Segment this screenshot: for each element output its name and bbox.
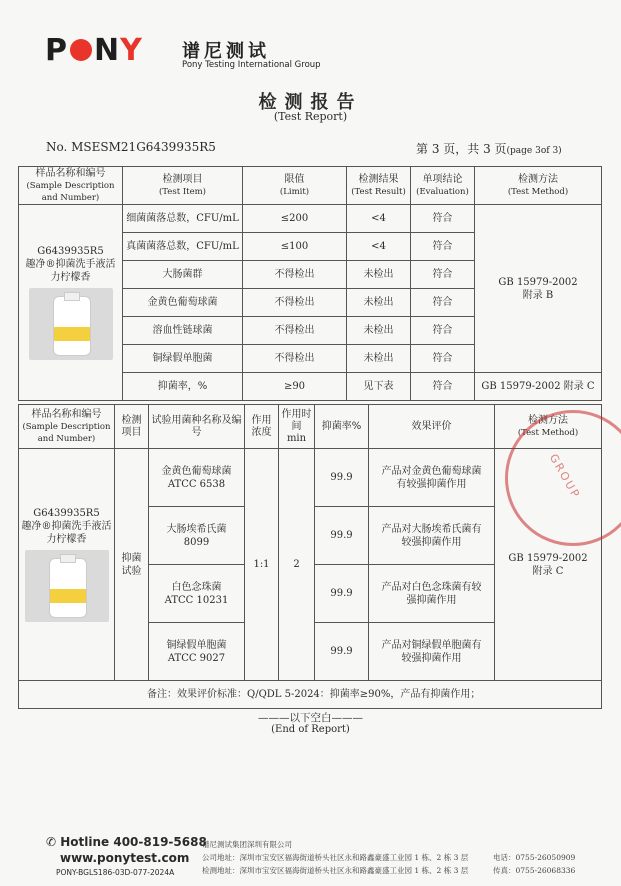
- header-strain: 试验用菌种名称及编号: [149, 405, 245, 449]
- result-value: 未检出: [347, 289, 411, 317]
- header-test-item: 检测项目 (Test Item): [123, 167, 243, 205]
- limit-value: 不得检出: [243, 289, 347, 317]
- limit-value: 不得检出: [243, 317, 347, 345]
- logo-chinese-name: 谱尼测试: [182, 41, 270, 62]
- test-item: 金黄色葡萄球菌: [123, 289, 243, 317]
- header-evaluation: 单项结论 (Evaluation): [411, 167, 475, 205]
- hotline: ✆ Hotline 400-819-5688: [46, 835, 207, 849]
- note-text: 备注：效果评价标准：Q/QDL 5-2024：抑菌率≥90%，产品有抑菌作用；: [19, 681, 602, 709]
- header-sample: 样品名称和编号 (Sample Description and Number): [19, 405, 115, 449]
- test-item: 溶血性链球菌: [123, 317, 243, 345]
- test-item: 抑菌率，%: [123, 373, 243, 401]
- evaluation-value: 符合: [411, 233, 475, 261]
- header-test-result: 检测结果 (Test Result): [347, 167, 411, 205]
- limit-value: 不得检出: [243, 261, 347, 289]
- limit-value: ≥90: [243, 373, 347, 401]
- end-marker-en: (End of Report): [271, 724, 350, 735]
- rate-value: 99.9: [315, 623, 369, 681]
- report-title: 检测报告: [258, 92, 363, 113]
- strain-cell: 白色念珠菌 ATCC 10231: [149, 565, 245, 623]
- result-value: <4: [347, 205, 411, 233]
- result-value: 未检出: [347, 345, 411, 373]
- end-marker: ———以下空白———: [258, 712, 363, 724]
- header-concentration: 作用浓度: [245, 405, 279, 449]
- evaluation-value: 符合: [411, 289, 475, 317]
- rate-value: 99.9: [315, 507, 369, 565]
- logo: P NY: [45, 33, 143, 68]
- test-item: 真菌菌落总数，CFU/mL: [123, 233, 243, 261]
- result-value: 未检出: [347, 317, 411, 345]
- strain-cell: 大肠埃希氏菌 8099: [149, 507, 245, 565]
- header-sample: 样品名称和编号 (Sample Description and Number): [19, 167, 123, 205]
- effect-cell: 产品对大肠埃希氏菌有较强抑菌作用: [369, 507, 495, 565]
- test-results-table: [18, 166, 602, 401]
- note-row: [19, 681, 602, 709]
- method-cell: GB 15979-2002 附录 C: [495, 449, 602, 681]
- test-item: 铜绿假单胞菌: [123, 345, 243, 373]
- time-cell: 2: [279, 449, 315, 681]
- effect-cell: 产品对金黄色葡萄球菌有较强抑菌作用: [369, 449, 495, 507]
- concentration-cell: 1:1: [245, 449, 279, 681]
- logo-english-name: Pony Testing International Group: [182, 60, 321, 70]
- header-time: 作用时间 min: [279, 405, 315, 449]
- method-cell: GB 15979-2002 附录 C: [475, 373, 602, 401]
- phone-icon: ✆: [46, 835, 61, 849]
- table-header-row: [19, 167, 602, 205]
- header-effect: 效果评价: [369, 405, 495, 449]
- website: www.ponytest.com: [60, 851, 190, 865]
- sample-cell: G6439935R5 趣净®抑菌洗手液活力柠檬香: [19, 449, 115, 681]
- method-cell: GB 15979-2002 附录 B: [475, 205, 602, 373]
- header-test-item: 检测项目: [115, 405, 149, 449]
- page-indicator: 第 3 页，共 3 页(page 3of 3): [416, 142, 562, 156]
- footer-addresses: 谱尼测试集团深圳有限公司 公司地址：深圳市宝安区福海街道桥头社区永和路鑫豪盛工业园 1 栋、2 栋 3 层 检测地址：深圳市宝安区福海街道桥头社区永和路鑫豪盛工业园 1 栋、2 栋 3 层: [202, 840, 469, 875]
- limit-value: ≤200: [243, 205, 347, 233]
- strain-cell: 铜绿假单胞菌 ATCC 9027: [149, 623, 245, 681]
- result-value: <4: [347, 233, 411, 261]
- result-value: 未检出: [347, 261, 411, 289]
- result-value: 见下表: [347, 373, 411, 401]
- document-number: PONY-BGLS186-03D-077-2024A: [56, 868, 175, 877]
- table-row: [19, 205, 602, 233]
- rate-value: 99.9: [315, 449, 369, 507]
- evaluation-value: 符合: [411, 205, 475, 233]
- header-test-method: 检测方法 (Test Method): [495, 405, 602, 449]
- evaluation-value: 符合: [411, 261, 475, 289]
- footer-contacts: 电话：0755-26050909 传真：0755-26068336: [493, 853, 576, 875]
- report-subtitle: (Test Report): [273, 110, 348, 123]
- item-cell: 抑菌试验: [115, 449, 149, 681]
- evaluation-value: 符合: [411, 317, 475, 345]
- effect-cell: 产品对白色念珠菌有较强抑菌作用: [369, 565, 495, 623]
- sample-cell: G6439935R5 趣净®抑菌洗手液活力柠檬香: [19, 205, 123, 401]
- limit-value: 不得检出: [243, 345, 347, 373]
- effect-cell: 产品对铜绿假单胞菌有较强抑菌作用: [369, 623, 495, 681]
- report-number: No. MSESM21G6439935R5: [46, 140, 216, 154]
- evaluation-value: 符合: [411, 373, 475, 401]
- product-photo: [25, 550, 109, 622]
- header-rate: 抑菌率%: [315, 405, 369, 449]
- evaluation-value: 符合: [411, 345, 475, 373]
- limit-value: ≤100: [243, 233, 347, 261]
- test-item: 细菌菌落总数，CFU/mL: [123, 205, 243, 233]
- header-test-method: 检测方法 (Test Method): [475, 167, 602, 205]
- rate-value: 99.9: [315, 565, 369, 623]
- logo-circle-icon: [70, 39, 92, 61]
- test-item: 大肠菌群: [123, 261, 243, 289]
- product-photo: [29, 288, 113, 360]
- strain-cell: 金黄色葡萄球菌 ATCC 6538: [149, 449, 245, 507]
- stamp-text: GROUP: [546, 451, 583, 502]
- header-limit: 限值 (Limit): [243, 167, 347, 205]
